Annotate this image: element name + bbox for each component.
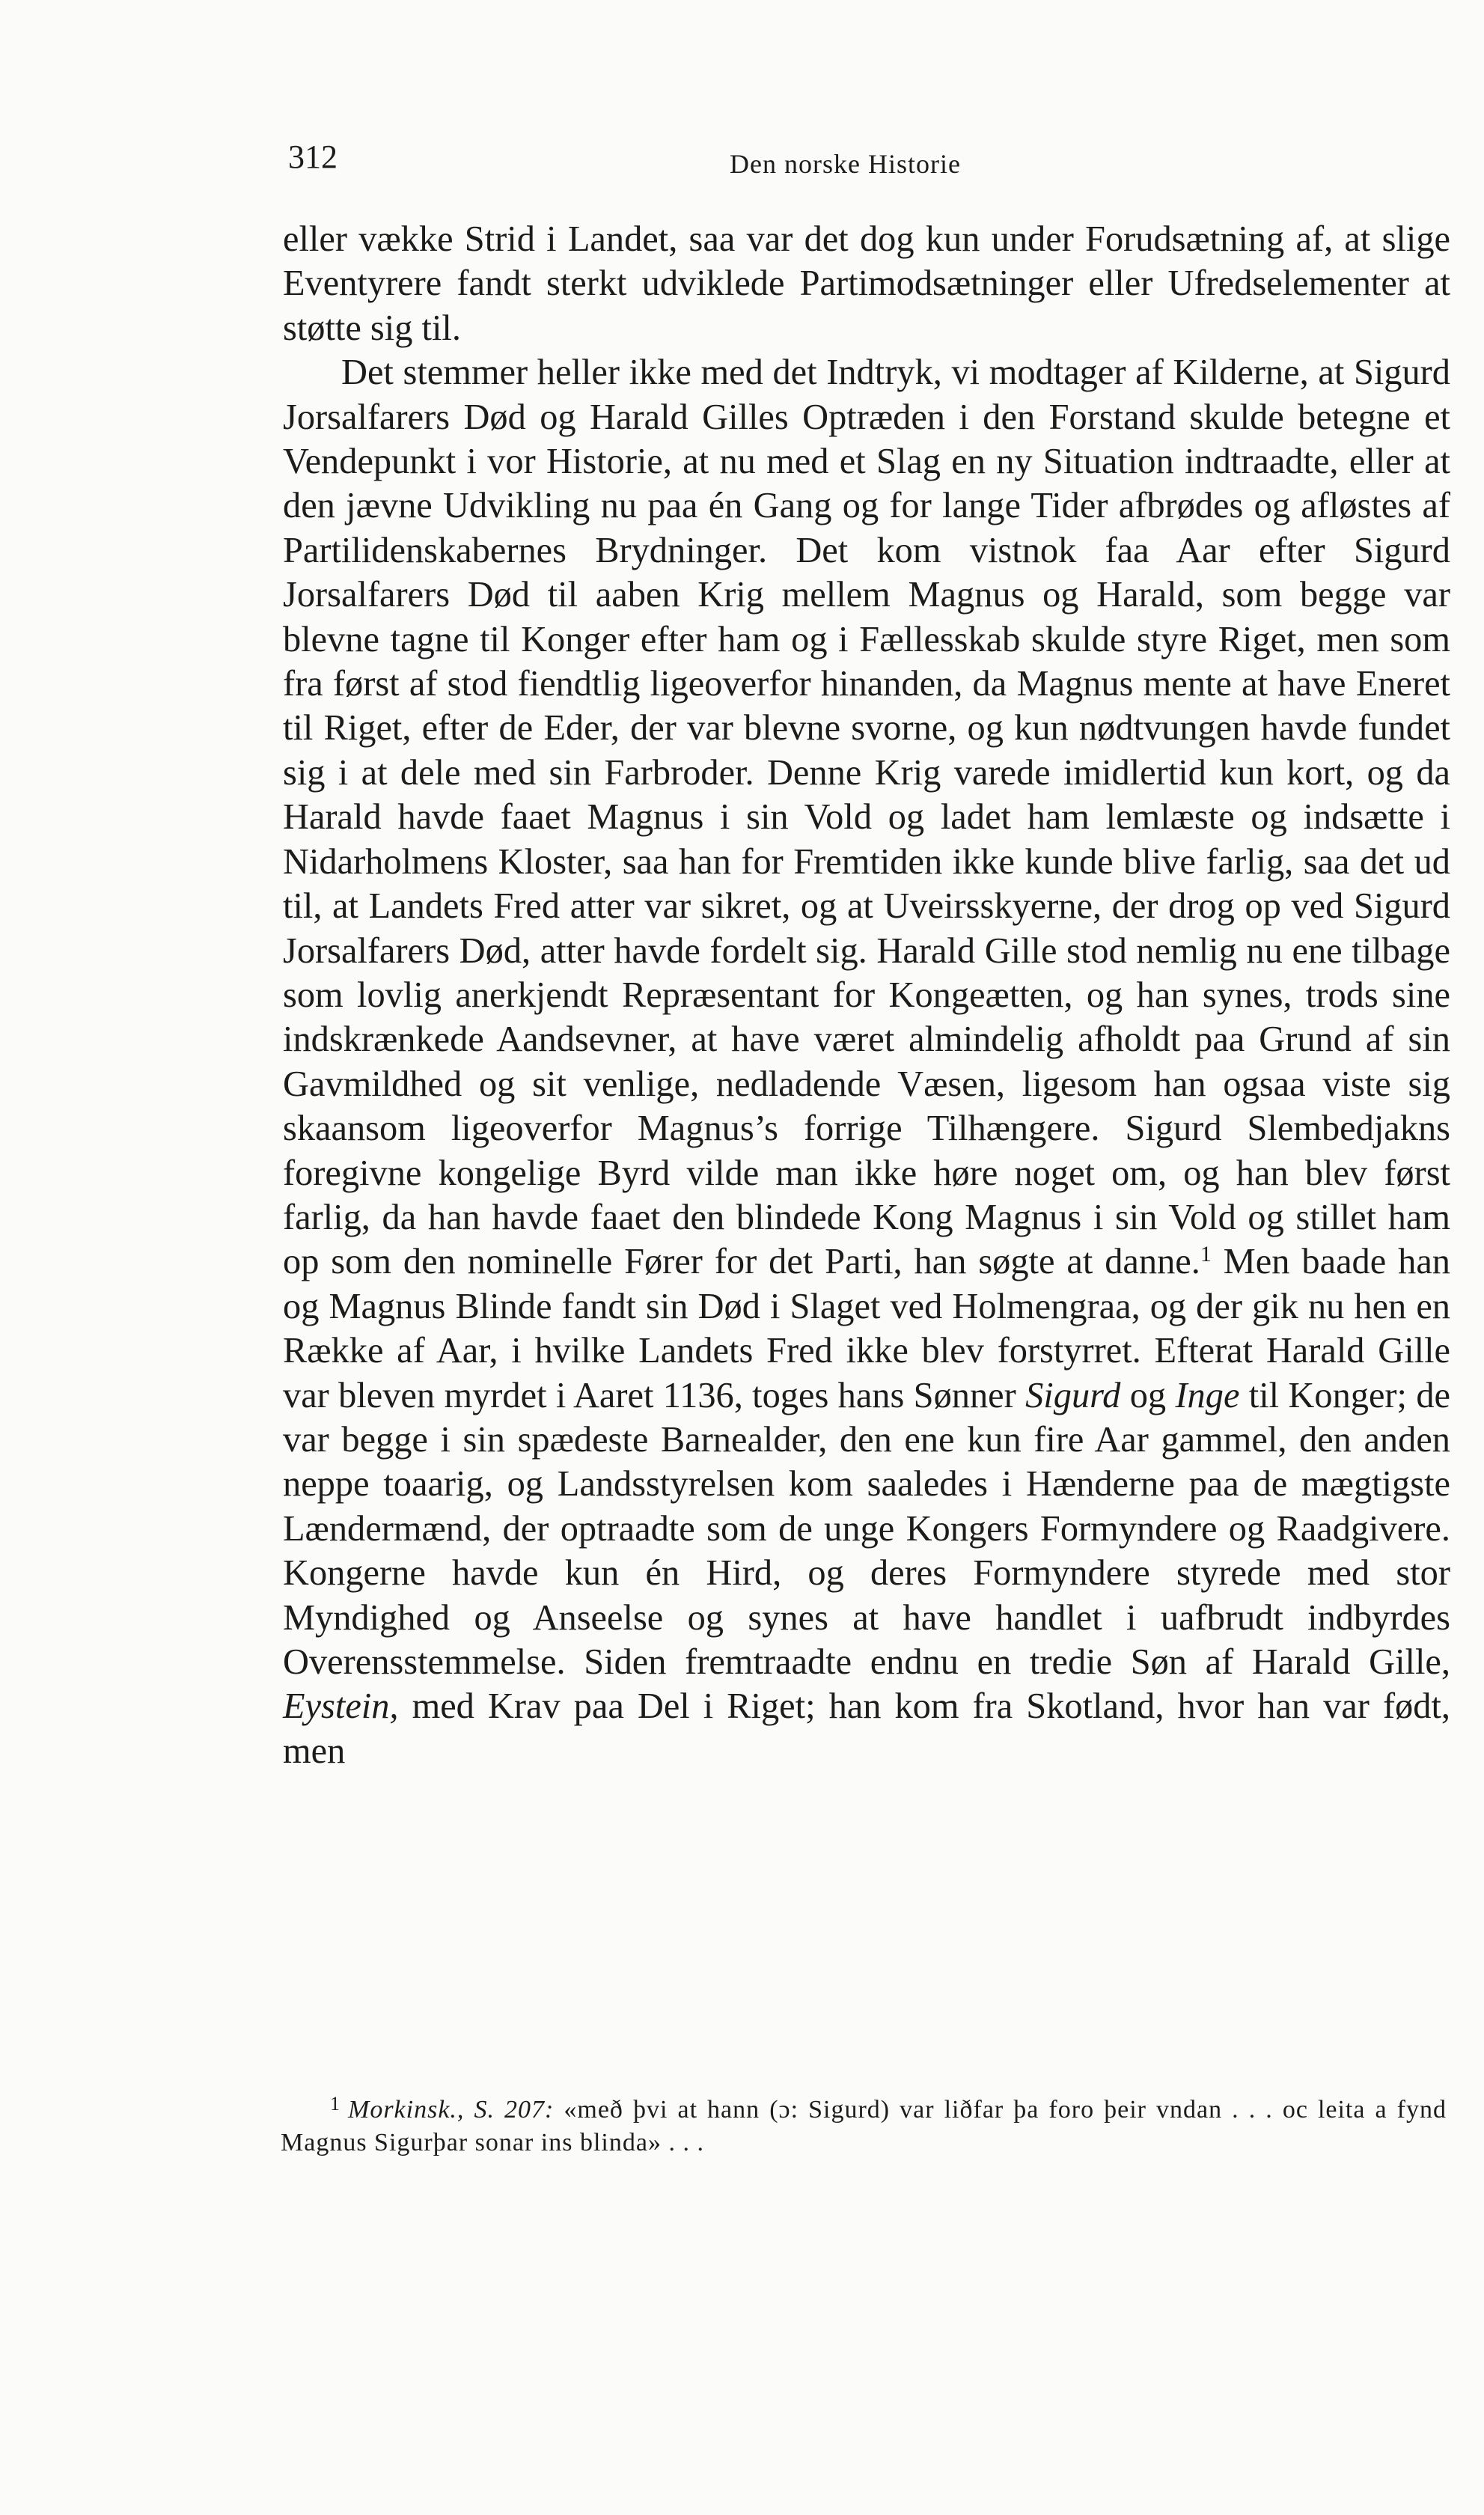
- paragraph-2-text-a: Det stemmer heller ikke med det Indtryk, vi modtager af Kilderne, at Sigurd Jorsalfarers Død og Harald Gilles Optræden i den Forstand skulde betegne et Vendepunkt i vor Historie, at nu med et Slag en ny Situation indtraadte, eller at den jævne Udvikling nu paa én Gang og for lange Tider afbrødes og afløstes af Partilidenskabernes Brydninger. Det kom vistnok faa Aar efter Sigurd Jorsalfarers Død til aaben Krig mellem Magnus og Harald, som begge var blevne tagne til Konger efter ham og i Fællesskab skulde styre Riget, men som fra først af stod fiendtlig ligeoverfor hinanden, da Magnus mente at have Eneret til Riget, efter de Eder, der var blevne svorne, og kun nødtvungen havde fundet sig i at dele med sin Farbroder. Denne Krig varede imidlertid kun kort, og da Harald havde faaet Magnus i sin Vold og ladet ham lemlæste og indsætte i Nidarholmens Kloster, saa han for Fremtiden ikke kunde blive farlig, saa det ud til, at Landets Fred atter var sikret, og at Uveirsskyerne, der drog op ved Sigurd Jorsalfarers Død, atter havde fordelt sig. Harald Gille stod nemlig nu ene tilbage som lovlig anerkjendt Repræsentant for Kongeætten, og han synes, trods sine indskrænkede Aandsevner, at have været almindelig afholdt paa Grund af sin Gavmildhed og sit venlige, nedladende Væsen, ligesom han ogsaa viste sig skaansom ligeoverfor Magnus’s forrige Tilhængere. Sigurd Slembedjakns foregivne kongelige Byrd vilde man ikke høre noget om, og han blev først farlig, da han havde faaet den blindede Kong Magnus i sin Vold og stillet ham op som den nominelle Fører for det Parti, han søgte at danne.: [283, 353, 1450, 1282]
- footnote-mark: 1: [330, 2093, 341, 2115]
- paragraph-2-text-e: med Krav paa Del i Riget; han kom fra Skotland, hvor han var født, men: [283, 1686, 1450, 1771]
- paragraph-2-text-d: til Konger; de var begge i sin spædeste Barnealder, den ene kun fire Aar gammel, den anden neppe toaarig, og Landsstyrelsen kom saaledes i Hænderne paa de mægtigste Lændermænd, der optraadte som de unge Kongers Formyndere og Raadgivere. Kongerne havde kun én Hird, og deres Formyndere styrede med stor Myndighed og Anseelse og synes at have handlet i uafbrudt indbyrdes Overensstemmelse. Siden fremtraadte endnu en tredie Søn af Harald Gille,: [283, 1375, 1450, 1682]
- paragraph-1: eller vække Strid i Landet, saa var det dog kun under Forudsætning af, at slige Eventyrere fandt sterkt udviklede Partimodsætninger eller Ufredselementer at støtte sig til.: [283, 219, 1450, 348]
- footnote: [281, 2094, 1447, 2159]
- paragraph-2: [283, 350, 1450, 1773]
- name-eystein: Eystein,: [283, 1686, 399, 1727]
- footnote-text: «með þvi at hann (ɔ: Sigurd) var liðfar þa foro þeir vndan . . . oc leita a fynd Magnus Sigurþar sonar ins blinda» . . .: [281, 2096, 1447, 2156]
- footnote-reference: 1: [1200, 1242, 1212, 1267]
- footnote-source: Morkinsk., S. 207:: [348, 2096, 555, 2124]
- name-inge: Inge: [1175, 1375, 1240, 1415]
- page-number: 312: [288, 138, 338, 175]
- running-head: Den norske Historie: [730, 149, 961, 179]
- paragraph-2-text-c: og: [1120, 1375, 1176, 1415]
- page-header: [288, 135, 1456, 187]
- paragraph-2-text-b: Men baade han og Magnus Blinde fandt sin Død i Slaget ved Holmengraa, og der gik nu hen en Række af Aar, i hvilke Landets Fred ikke blev forstyrret. Efterat Harald Gille var bleven myrdet i Aaret 1136, toges hans Sønner: [283, 1242, 1450, 1415]
- body-text: [283, 217, 1450, 1773]
- name-sigurd: Sigurd: [1025, 1375, 1121, 1415]
